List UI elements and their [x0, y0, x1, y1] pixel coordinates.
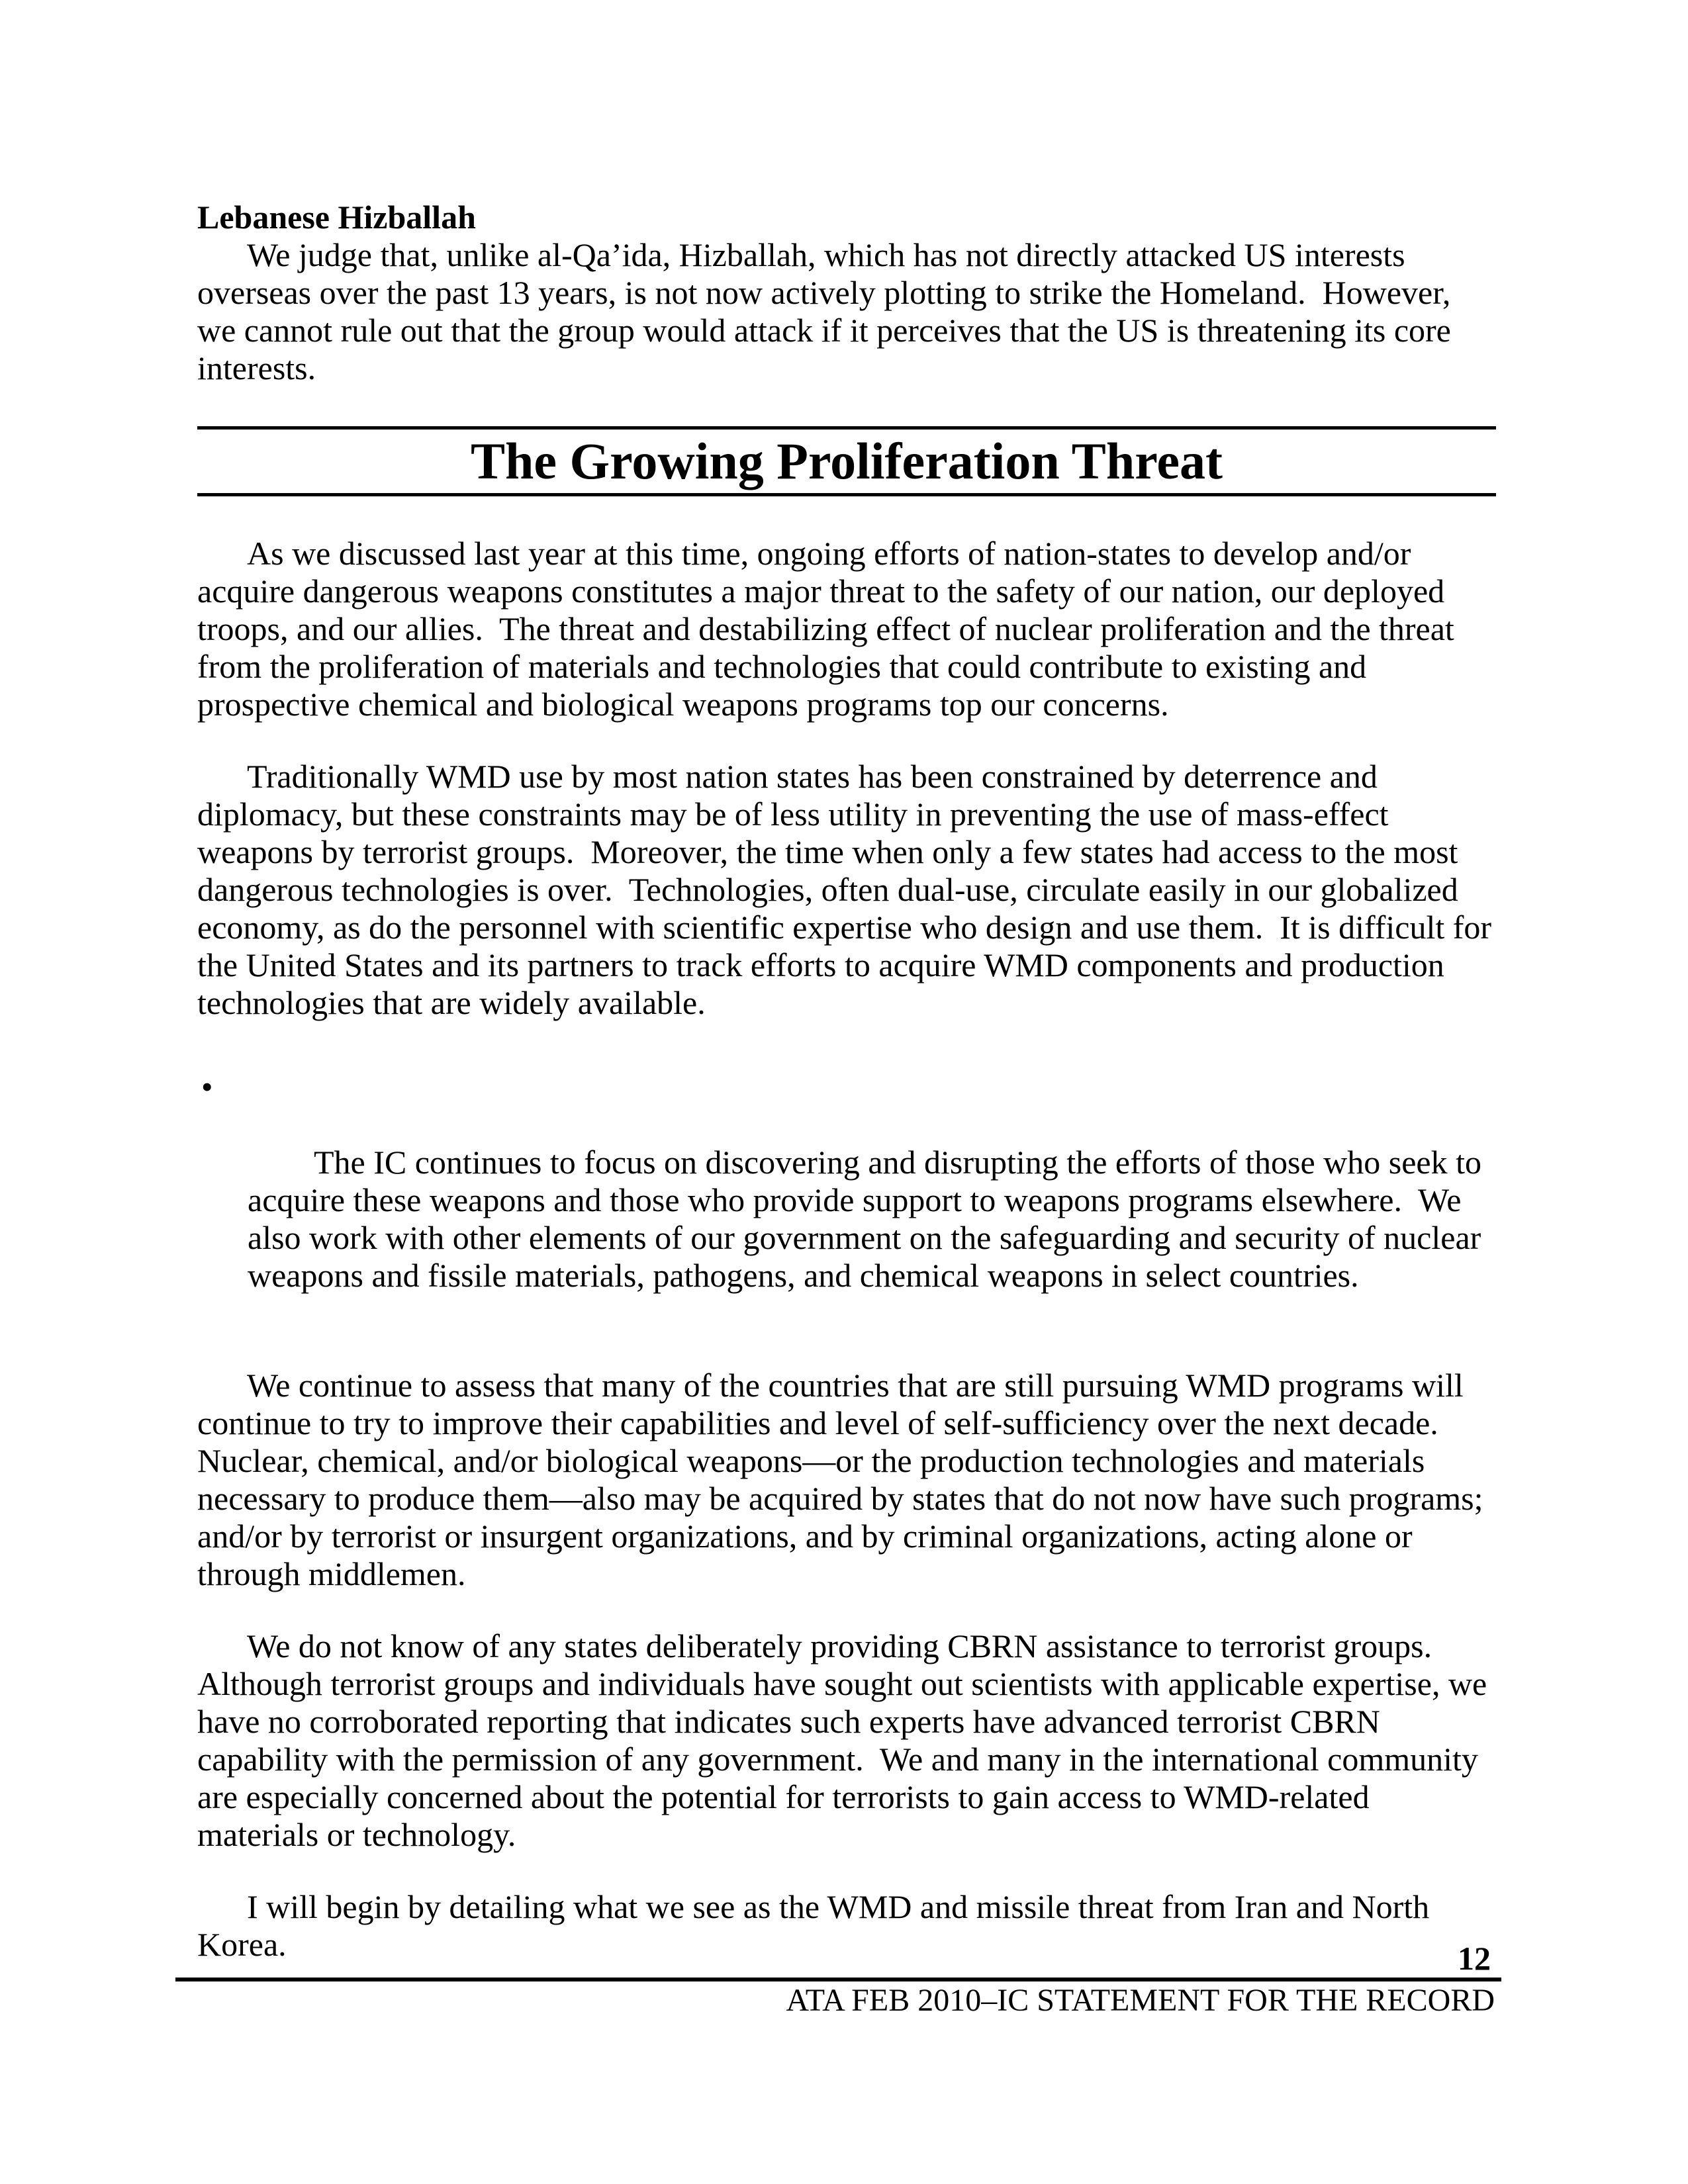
title-rule-bottom	[197, 493, 1496, 496]
bullet-list	[197, 1068, 1496, 1332]
section-title-block	[197, 426, 1496, 496]
page-number: 12	[1458, 1940, 1491, 1977]
subsection-heading: Lebanese Hizballah	[197, 199, 476, 236]
document-body	[197, 199, 1500, 1964]
section-title: The Growing Proliferation Threat	[470, 432, 1223, 490]
paragraph-wmd-constraints: Traditionally WMD use by most nation states has been constrained by deterrence and diplomacy, but these constraints may be of less utility in preventing the use of mass-effect weapons by terrorist groups. Moreover, the time when only a few states had access to the most dangerous technologies is over. Technologies, often dual-use, circulate easily in our globalized economy, as do the personnel with scientific expertise who design and use them. It is difficult for the United States and its partners to track efforts to acquire WMD components and production technologies that are widely available.	[197, 758, 1500, 1021]
list-item	[197, 1068, 1496, 1332]
paragraph-cbrn-assistance: We do not know of any states deliberately providing CBRN assistance to terrorist groups. Although terrorist groups and individuals have sought out scientists with applicable expertise, we have no corroborated reporting that indicates such experts have advanced terrorist CBRN capability with the permission of any government. We and many in the international community are especially concerned about the potential for terrorists to gain access to WMD-related materials or technology.	[197, 1627, 1495, 1853]
bullet-text: The IC continues to focus on discovering and disrupting the efforts of those who seek to acquire these weapons and those who provide support to weapons programs elsewhere. We also work with other elements of our government on the safeguarding and security of nuclear weapons and fissile materials, pathogens, and chemical weapons in select countries.	[248, 1144, 1490, 1294]
bullet-icon: •	[201, 1068, 213, 1105]
paragraph-hizballah: We judge that, unlike al-Qa’ida, Hizballah, which has not directly attacked US interests overseas over the past 13 years, is not now actively plotting to strike the Homeland. However, we cannot rule out that the group would attack if it perceives that the US is threatening its core interests.	[197, 236, 1460, 387]
paragraph-proliferation-overview: As we discussed last year at this time, ongoing efforts of nation-states to develop and/or acquire dangerous weapons constitutes a major threat to the safety of our nation, our deployed troops, and our allies. The threat and destabilizing effect of nuclear proliferation and the threat from the proliferation of materials and technologies that could contribute to existing and prospective chemical and biological weapons programs top our concerns.	[197, 535, 1463, 723]
paragraph-countries-assessment: We continue to assess that many of the countries that are still pursuing WMD programs will continue to try to improve their capabilities and level of self-sufficiency over the next decade. Nuclear, chemical, and/or biological weapons—or the production technologies and materials necessary to produce them—also may be acquired by states that do not now have such programs; and/or by terrorist or insurgent organizations, and by criminal organizations, acting alone or through middlemen.	[197, 1367, 1492, 1592]
page-footer	[175, 1940, 1501, 2019]
paragraph-iran-north-korea: I will begin by detailing what we see as the WMD and missile threat from Iran and North Korea.	[197, 1888, 1438, 1963]
footer-text: ATA FEB 2010–IC STATEMENT FOR THE RECORD	[786, 1983, 1495, 2018]
